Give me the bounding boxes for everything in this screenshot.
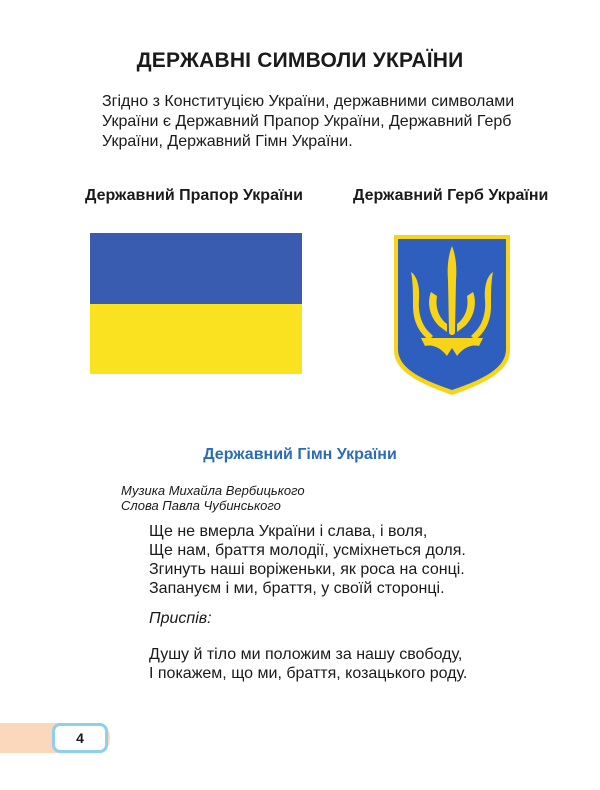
anthem-credits (121, 483, 305, 513)
anthem-chorus (149, 645, 467, 683)
intro-paragraph (102, 92, 542, 152)
page-number: 4 (52, 723, 108, 753)
verse-line: Ще нам, браття молодії, усміхнеться доля. (149, 542, 466, 559)
chorus-label: Приспів: (149, 610, 212, 627)
page-title: ДЕРЖАВНІ СИМВОЛИ УКРАЇНИ (136, 49, 464, 72)
verse-line: Ще не вмерла України і слава, і воля, (149, 523, 428, 540)
intro-line: України, Державний Гімн України. (102, 133, 353, 150)
verse-line: Запануєм і ми, браття, у своїй сторонці. (149, 580, 445, 597)
intro-line: України є Державний Прапор України, Державний Герб (102, 113, 512, 130)
music-credit: Музика Михайла Вербицького (121, 483, 305, 498)
flag-yellow-stripe (90, 304, 302, 374)
anthem-title: Державний Гімн України (203, 446, 397, 463)
flag-caption: Державний Прапор України (85, 187, 303, 204)
intro-line: Згідно з Конституцією України, державними символами (102, 93, 515, 110)
verse-line: Згинуть наші воріженьки, як роса на сонці. (149, 561, 465, 578)
chorus-line: І покажем, що ми, браття, козацького роду. (149, 665, 468, 682)
chorus-line: Душу й тіло ми положим за нашу свободу, (149, 646, 463, 663)
trident-coat-of-arms-icon (391, 232, 513, 398)
ukrainian-flag (90, 233, 302, 374)
lyrics-credit: Слова Павла Чубинського (121, 498, 281, 513)
anthem-verse (149, 522, 466, 598)
coat-of-arms-caption: Державний Герб України (353, 187, 549, 204)
flag-blue-stripe (90, 233, 302, 304)
